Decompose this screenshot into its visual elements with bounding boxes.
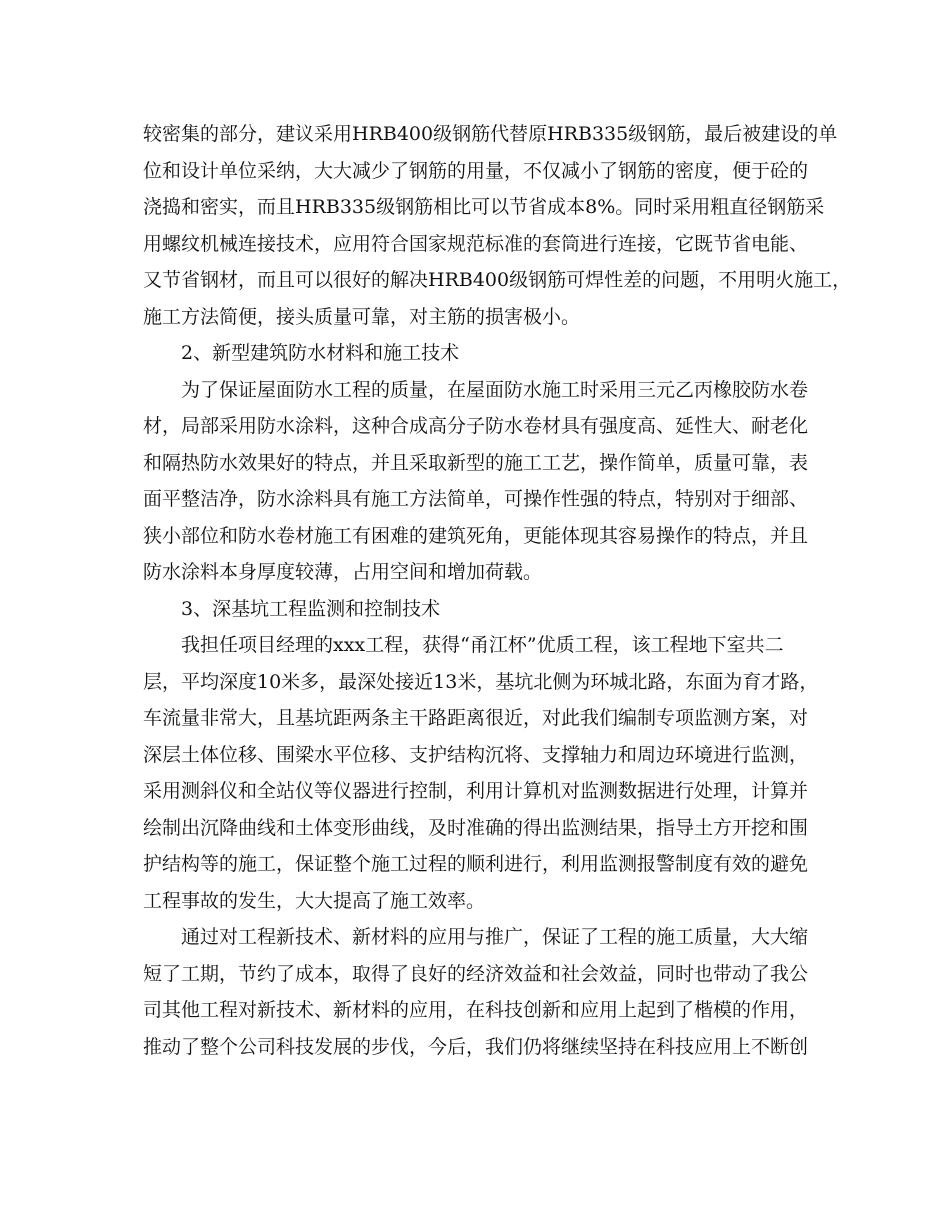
text-line: 为了保证屋面防水工程的质量，在屋面防水施工时采用三元乙丙橡胶防水卷 xyxy=(181,378,809,401)
text-line: 车流量非常大，且基坑距两条主干路距离很近，对此我们编制专项监测方案，对 xyxy=(143,707,809,729)
text-line: 通过对工程新技术、新材料的应用与推广，保证了工程的施工质量，大大缩 xyxy=(181,926,809,948)
text-line: 又节省钢材，而且可以很好的解决HRB400级钢筋可焊性差的问题，不用明火施工， xyxy=(143,269,852,291)
text-line: 面平整洁净，防水涂料具有施工方法简单，可操作性强的特点，特别对于细部、 xyxy=(143,488,809,510)
text-line: 用螺纹机械连接技术，应用符合国家规范标准的套筒进行连接，它既节省电能、 xyxy=(143,232,809,255)
text-line: 层，平均深度10米多，最深处接近13米，基坑北侧为环城北路，东面为育才路， xyxy=(143,670,819,693)
text-line: 采用测斜仪和全站仪等仪器进行控制，利用计算机对监测数据进行处理，计算并 xyxy=(143,780,809,802)
text-line: 短了工期，节约了成本，取得了良好的经济效益和社会效益，同时也带动了我公 xyxy=(143,962,809,985)
text-line: 狭小部位和防水卷材施工有困难的建筑死角，更能体现其容易操作的特点，并且 xyxy=(143,524,809,547)
text-line: 司其他工程对新技术、新材料的应用，在科技创新和应用上起到了楷模的作用， xyxy=(143,999,809,1021)
text-line: 位和设计单位采纳，大大减少了钢筋的用量，不仅减小了钢筋的密度，便于砼的 xyxy=(143,159,809,182)
text-line: 深层土体位移、围梁水平位移、支护结构沉将、支撑轴力和周边环境进行监测， xyxy=(143,743,809,766)
text-line: 施工方法简便，接头质量可靠，对主筋的损害极小。 xyxy=(143,305,581,328)
text-line: 护结构等的施工，保证整个施工过程的顺利进行，利用监测报警制度有效的避免 xyxy=(143,853,809,875)
text-line: 绘制出沉降曲线和土体变形曲线，及时准确的得出监测结果，指导土方开挖和围 xyxy=(143,816,809,839)
document-body-text xyxy=(143,116,852,1065)
text-line: 推动了整个公司科技发展的步伐，今后，我们仍将继续坚持在科技应用上不断创 xyxy=(143,1035,809,1058)
text-line: 3、深基坑工程监测和控制技术 xyxy=(181,597,441,620)
text-line: 防水涂料本身厚度较薄，占用空间和增加荷载。 xyxy=(143,561,543,583)
text-line: 2、新型建筑防水材料和施工技术 xyxy=(181,342,460,364)
text-line: 较密集的部分，建议采用HRB400级钢筋代替原HRB335级钢筋，最后被建设的单 xyxy=(143,123,838,145)
text-line: 我担任项目经理的xxx工程，获得“甬江杯”优质工程，该工程地下室共二 xyxy=(181,634,784,656)
text-line: 和隔热防水效果好的特点，并且采取新型的施工工艺，操作简单，质量可靠，表 xyxy=(143,451,809,474)
text-line: 工程事故的发生，大大提高了施工效率。 xyxy=(143,889,486,912)
text-line: 浇捣和密实，而且HRB335级钢筋相比可以节省成本8%。同时采用粗直径钢筋采 xyxy=(143,196,825,218)
text-line: 材，局部采用防水涂料，这种合成高分子防水卷材具有强度高、延性大、耐老化 xyxy=(143,415,809,437)
